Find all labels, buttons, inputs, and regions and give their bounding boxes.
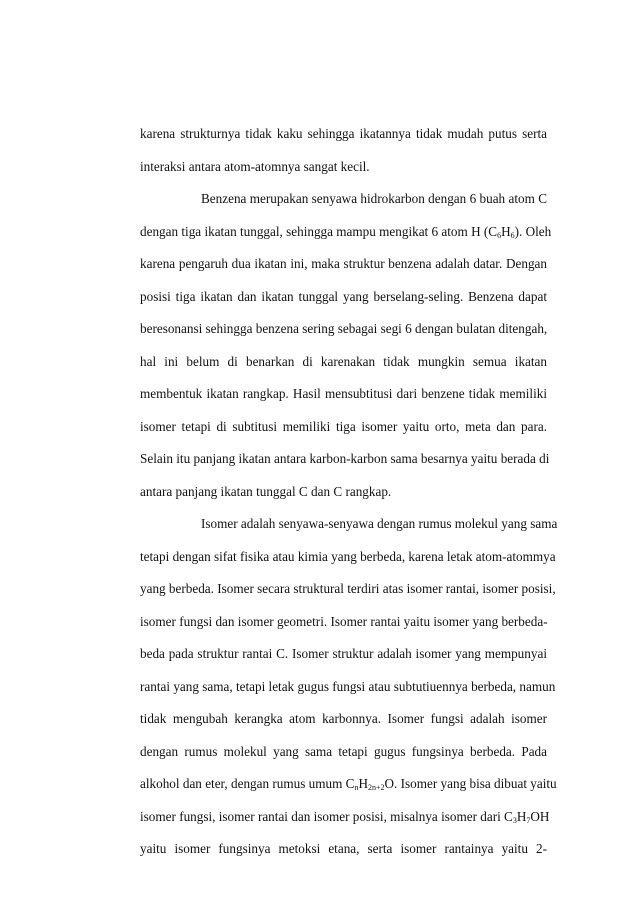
text-fragment: posisi tiga ikatan dan ikatan tunggal yang berselang-seling. Benzena dapat — [140, 288, 547, 304]
text-fragment: ). Oleh — [514, 223, 552, 239]
text-fragment: membentuk ikatan rangkap. Hasil mensubtitusi dari benzene tidak memiliki — [140, 386, 547, 401]
text-fragment: Benzena merupakan senyawa hidrokarbon dengan 6 buah atom C — [201, 191, 547, 206]
text-fragment: beresonansi sehingga benzena sering sebagai segi 6 dengan bulatan ditengah, — [140, 321, 548, 336]
text-line — [140, 281, 547, 314]
text-line — [140, 736, 547, 769]
text-fragment: O. Isomer yang bisa dibuat yaitu — [384, 776, 557, 791]
text-line — [140, 476, 547, 509]
body-text — [140, 118, 558, 866]
text-line — [140, 768, 557, 801]
text-fragment: interaksi antara atom-atomnya sangat kecil. — [140, 158, 370, 174]
text-line — [140, 346, 547, 379]
text-fragment: Selain itu panjang ikatan antara karbon-karbon sama besarnya yaitu berada di — [140, 451, 550, 466]
subscript: 3 — [512, 815, 517, 825]
text-fragment: antara panjang ikatan tunggal C dan C rangkap. — [140, 483, 392, 499]
text-line — [140, 541, 556, 574]
subscript: 7 — [526, 815, 531, 825]
text-line — [140, 183, 547, 216]
text-fragment: karena pengaruh dua ikatan ini, maka struktur benzena adalah datar. Dengan — [140, 256, 547, 271]
text-line — [140, 703, 547, 736]
text-line — [140, 638, 547, 671]
text-fragment: rantai yang sama, tetapi letak gugus fungsi atau subtutiuennya berbeda, namun — [140, 678, 556, 694]
text-fragment: Isomer adalah senyawa-senyawa dengan rumus molekul yang sama — [201, 516, 558, 531]
text-fragment: tetapi dengan sifat fisika atau kimia yang berbeda, karena letak atom-atommya — [140, 548, 556, 564]
text-line — [140, 671, 556, 704]
text-fragment: beda pada struktur rantai C. Isomer struktur adalah isomer yang mempunyai — [140, 646, 547, 661]
subscript: 6 — [510, 230, 515, 240]
text-line — [140, 443, 550, 476]
text-line — [140, 606, 547, 639]
text-line — [140, 801, 550, 834]
text-line — [140, 313, 547, 346]
text-line — [140, 411, 547, 444]
text-fragment: isomer fungsi dan isomer geometri. Isomer rantai yaitu isomer yang berbeda- — [140, 613, 548, 629]
text-fragment: karena strukturnya tidak kaku sehingga ikatannya tidak mudah putus serta — [140, 126, 547, 141]
text-fragment: hal ini belum di benarkan di karenakan tidak mungkin semua ikatan — [140, 353, 547, 369]
text-fragment: isomer tetapi di subtitusi memiliki tiga isomer yaitu orto, meta dan para. — [140, 418, 547, 434]
text-fragment: H — [516, 808, 527, 824]
text-line — [140, 508, 558, 541]
text-line — [140, 248, 547, 281]
text-fragment: yaitu isomer fungsinya metoksi etana, serta isomer rantainya yaitu 2- — [140, 841, 547, 856]
text-fragment: dengan rumus molekul yang sama tetapi gugus fungsinya berbeda. Pada — [140, 743, 547, 759]
text-line — [140, 833, 547, 866]
text-fragment: dengan tiga ikatan tunggal, sehingga mampu mengikat 6 atom H (C — [140, 223, 498, 239]
text-line — [140, 151, 547, 184]
text-fragment: alkohol dan eter, dengan rumus umum C — [140, 776, 355, 791]
text-line — [140, 216, 552, 249]
subscript: n — [354, 783, 359, 792]
text-line — [140, 118, 547, 151]
text-fragment: isomer fungsi, isomer rantai dan isomer posisi, misalnya isomer dari C — [140, 808, 513, 824]
text-line — [140, 378, 547, 411]
text-line — [140, 573, 556, 606]
text-fragment: yang berbeda. Isomer secara struktural terdiri atas isomer rantai, isomer posisi, — [140, 581, 556, 596]
subscript: 2n+2 — [368, 783, 385, 792]
text-fragment: OH — [530, 808, 550, 824]
text-fragment: H — [358, 776, 368, 791]
subscript: 6 — [497, 230, 502, 240]
text-fragment: tidak mengubah kerangka atom karbonnya. Isomer fungsi adalah isomer — [140, 711, 547, 726]
text-fragment: H — [501, 223, 511, 239]
